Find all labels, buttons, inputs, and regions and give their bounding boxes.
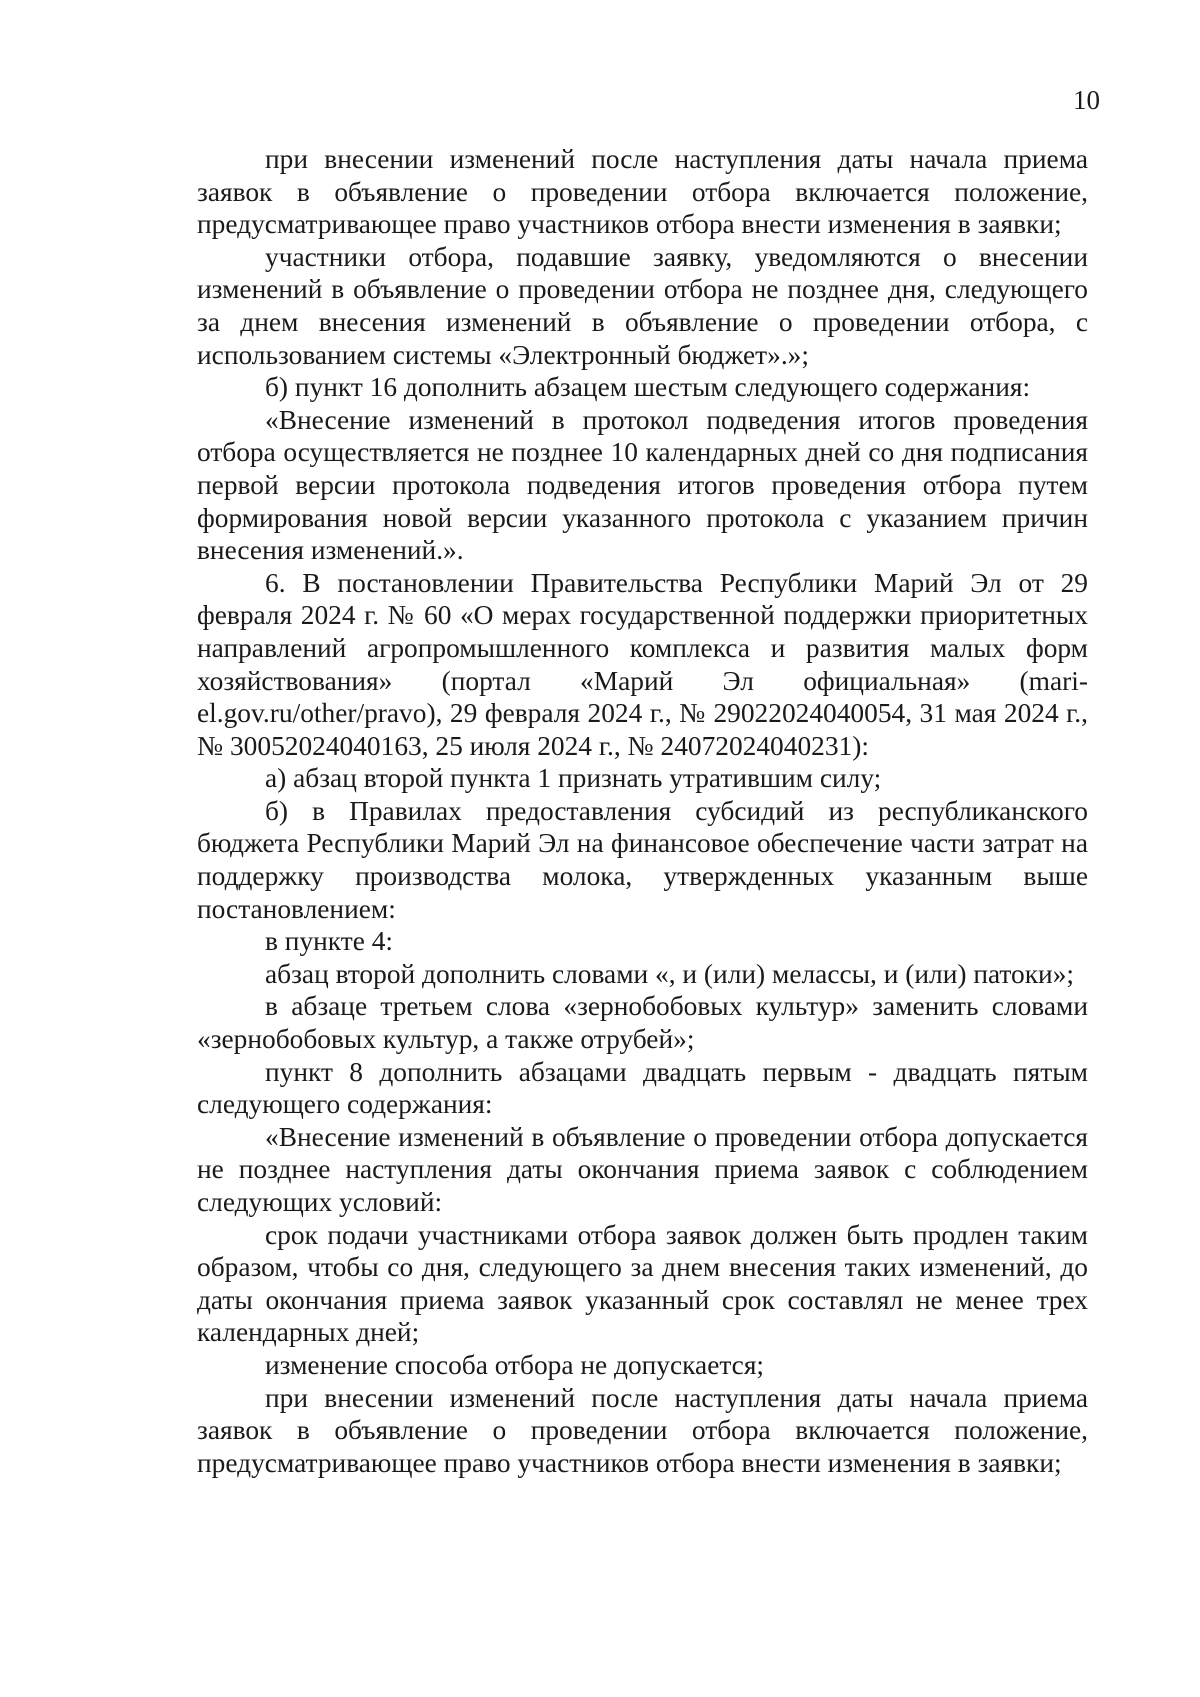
paragraph: изменение способа отбора не допускается; — [265, 1349, 765, 1380]
paragraph: «Внесение изменений в объявление о проведении отбора допускается не позднее наступления даты окончания приема заявок с соблюдением следующих условий: — [197, 1121, 1088, 1217]
paragraph: в пункте 4: — [265, 926, 394, 957]
paragraph: б) в Правилах предоставления субсидий из республиканского бюджета Республики Марий Эл на финансовое обеспечение части затрат на поддержку производства молока, утвержденных указанным выше постановлением: — [197, 795, 1088, 924]
paragraph: 6. В постановлении Правительства Республики Марий Эл от 29 февраля 2024 г. № 60 «О мерах государственной поддержки приоритетных направлений агропромышленного комплекса и развития малых форм хозяйствования» (портал «Марий Эл официальная» (mari-el.gov.ru/other/pravo), 29 февраля 2024 г., № 29022024040054, 31 мая 2024 г., № 30052024040163, 25 июля 2024 г., № 24072024040231): — [197, 567, 1088, 761]
paragraph: при внесении изменений после наступления даты начала приема заявок в объявление о проведении отбора включается положение, предусматривающее право участников отбора внести изменения в заявки; — [197, 1382, 1088, 1478]
document-body — [197, 143, 1088, 1479]
paragraph: а) абзац второй пункта 1 признать утратившим силу; — [265, 763, 882, 794]
paragraph: пункт 8 дополнить абзацами двадцать первым - двадцать пятым следующего содержания: — [197, 1056, 1088, 1120]
page-number: 10 — [1073, 85, 1100, 115]
paragraph: в абзаце третьем слова «зернобобовых культур» заменить словами «зернобобовых культур, а также отрубей»; — [197, 991, 1088, 1055]
paragraph: «Внесение изменений в протокол подведения итогов проведения отбора осуществляется не позднее 10 календарных дней со дня подписания первой версии протокола подведения итогов проведения отбора путем формирования новой версии указанного протокола с указанием причин внесения изменений.». — [197, 404, 1088, 566]
paragraph: при внесении изменений после наступления даты начала приема заявок в объявление о проведении отбора включается положение, предусматривающее право участников отбора внести изменения в заявки; — [197, 144, 1088, 240]
paragraph: б) пункт 16 дополнить абзацем шестым следующего содержания: — [265, 372, 1031, 403]
paragraph: срок подачи участниками отбора заявок должен быть продлен таким образом, чтобы со дня, следующего за днем внесения таких изменений, до даты окончания приема заявок указанный срок составлял не менее трех календарных дней; — [197, 1219, 1088, 1348]
paragraph: участники отбора, подавшие заявку, уведомляются о внесении изменений в объявление о проведении отбора не позднее дня, следующего за днем внесения изменений в объявление о проведении отбора, с использованием системы «Электронный бюджет».»; — [197, 241, 1088, 370]
paragraph: абзац второй дополнить словами «, и (или) мелассы, и (или) патоки»; — [265, 958, 1074, 989]
